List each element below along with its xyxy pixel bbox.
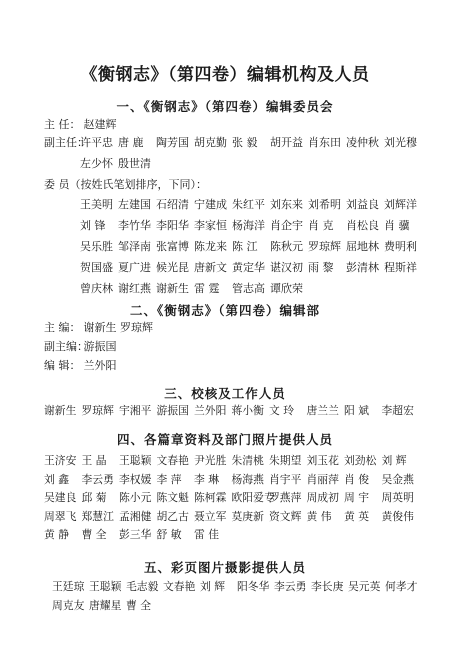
person-name: 陈柯霖 [194,491,227,504]
member-name: 刘辉洋 [384,198,417,211]
person-name: 黄 静 [44,528,70,541]
member-name: 雨 黎 [308,261,334,274]
deputy-names-line-1 [80,132,422,153]
person-name: 李 琳 [194,472,220,486]
person-name: 文春艳 [156,454,189,467]
section-1-title: 一、《衡钢志》（第四卷）编辑委员会 [116,99,334,114]
person-name: 殷世清 [118,157,151,170]
member-name: 刘益良 [346,198,379,211]
person-name: 李云勇 [274,580,307,593]
member-name: 石绍清 [156,198,189,211]
member-name: 左建国 [118,198,151,211]
members-label-row [44,178,416,192]
person-name: 黄俊伟 [381,509,414,523]
person-name: 彭三华 [119,528,152,541]
member-name: 刘 锋 [80,219,106,232]
person-name: 文 玲 [269,404,295,417]
person-name: 王聪颖 [89,580,122,593]
person-name: 阳 斌 [344,404,370,417]
members-label: 委 员（按姓氏笔划排序，下同）： [44,178,207,191]
editor-row [44,359,416,373]
person-name: 唐 鹿 [118,136,144,149]
person-name: 周克友 [52,598,85,612]
chief-label: 主 编： [44,321,81,334]
member-name: 贺国盛 [80,261,113,274]
person-name: 肖 俊 [344,472,370,486]
member-name: 肖 克 [308,219,334,232]
person-name: 刘劲松 [344,454,377,467]
document-title: 《衡钢志》（第四卷）编辑机构及人员 [80,65,370,85]
person-name: 聂立军 [194,509,227,523]
person-name: 王济安 [44,454,77,467]
person-name: 胡开益 [270,136,303,149]
person-name: 罗燕萍 [269,491,302,504]
person-name: 兰外阳 [194,404,227,417]
person-name: 胡乙古 [156,509,189,523]
person-name: 邱 菊 [81,491,107,504]
person-name: 宇湘平 [119,404,152,417]
member-name: 陈秋元 [270,240,303,253]
member-name: 黄定华 [232,261,265,274]
editor-label: 编 辑： [44,359,81,372]
person-name: 唐兰兰 [306,404,339,417]
person-name: 黄 伟 [306,509,332,523]
person-name: 曹 全 [126,598,152,612]
person-name: 欧阳爱专 [231,491,275,504]
person-name: 游振国 [156,404,189,417]
member-name: 朱红平 [232,198,265,211]
person-name: 王聪颖 [119,454,152,467]
member-name: 雷 霆 [194,282,220,295]
person-name: 周 宇 [344,491,370,504]
deputy-names-line-2 [80,153,156,174]
person-name: 罗琼辉 [81,404,114,417]
vice-label: 副主编： [44,340,88,353]
person-name: 李权媛 [119,472,152,486]
member-name: 谢新生 [156,282,189,295]
section-3-names [44,402,424,421]
person-name: 谢新生 [44,404,77,417]
person-name: 朱清桃 [231,454,264,467]
person-name: 刘 辉 [381,454,407,467]
members-grid [80,194,430,299]
person-name: 蒋小衡 [231,404,264,417]
member-name: 张富博 [156,240,189,253]
section-5-names [52,578,432,615]
person-name: 朱期望 [269,454,302,467]
person-name: 刘光穆 [384,136,417,149]
member-name: 肖 骥 [384,219,410,232]
person-name: 左少怀 [80,157,113,170]
person-name: 周成初 [306,491,339,504]
member-name: 陈 江 [232,240,258,253]
person-name: 毛志毅 [126,580,159,593]
person-name: 凌仲秋 [346,136,379,149]
person-name: 陈文魁 [156,491,189,504]
person-name: 孟湘健 [119,509,152,523]
deputy-label: 副主任： [44,136,88,149]
person-name: 阳冬华 [237,580,270,593]
section-4-title: 四、各篇章资料及部门照片提供人员 [116,432,333,447]
member-name: 刘希明 [308,198,341,211]
vice-name: 游振国 [83,340,117,353]
vice-row [44,340,416,354]
person-name: 肖宇平 [269,472,302,486]
person-name: 李长庚 [311,580,344,593]
member-name: 谢红燕 [118,282,151,295]
person-name: 陶芳国 [156,136,189,149]
chief-names: 谢新生 罗琼辉 [83,321,153,334]
person-name: 刘玉花 [306,454,339,467]
section-2-title: 二、《衡钢志》（第四卷）编辑部 [129,303,320,318]
member-name: 屈地林 [346,240,379,253]
member-name: 李阳华 [156,219,189,232]
person-name: 刘 辉 [200,580,226,593]
member-name: 程斯祥 [384,261,417,274]
member-name: 杨海洋 [232,219,265,232]
person-name: 刘 鑫 [44,472,70,486]
person-name: 文春艳 [163,580,196,593]
member-name: 宁建成 [194,198,227,211]
person-name: 王 晶 [81,454,107,467]
person-name: 资文辉 [269,509,302,523]
person-name: 郑慧江 [81,509,114,523]
person-name: 何孝才 [385,580,418,593]
member-name: 谭欣荣 [270,282,303,295]
person-name: 杨海燕 [231,472,264,486]
member-name: 王美明 [80,198,113,211]
person-name: 莫庚新 [231,509,264,523]
section-5-title: 五、彩页图片摄影提供人员 [143,560,306,575]
member-name: 李竹华 [118,219,151,232]
director-label: 主 任： [44,118,81,131]
section-4-names [44,452,424,545]
person-name: 吴金燕 [381,472,414,486]
member-name: 吴乐胜 [80,240,113,253]
person-name: 唐耀星 [89,598,122,612]
member-name: 夏广进 [118,261,151,274]
member-name: 肖企宇 [270,219,303,232]
person-name: 周翠飞 [44,509,77,523]
person-name: 张 毅 [232,136,258,149]
person-name: 周英明 [381,491,414,504]
member-name: 陈龙来 [194,240,227,253]
person-name: 雷 佳 [194,528,220,541]
person-name: 王廷琼 [52,580,85,593]
director-name: 赵建辉 [83,118,117,131]
member-name: 管志高 [232,282,265,295]
person-name: 黄 英 [344,509,370,523]
person-name: 李超宏 [381,404,414,417]
member-name: 费明利 [384,240,417,253]
member-name: 邹泽南 [118,240,151,253]
director-row [44,118,416,132]
person-name: 肖东田 [308,136,341,149]
person-name: 尹光胜 [194,454,227,467]
person-name: 肖丽萍 [306,472,339,486]
person-name: 胡克勤 [194,136,227,149]
person-name: 李 萍 [156,472,182,486]
section-3-title: 三、校核及工作人员 [164,386,286,401]
member-name: 候光昆 [156,261,189,274]
person-name: 曹 全 [81,528,107,541]
person-name: 吴元英 [348,580,381,593]
chief-row [44,321,416,335]
member-name: 曾庆林 [80,282,113,295]
member-name: 谌汉初 [270,261,303,274]
member-name: 罗琼辉 [308,240,341,253]
person-name: 许平忠 [80,136,113,149]
member-name: 肖松良 [346,219,379,232]
person-name: 吴建良 [44,491,77,504]
member-name: 彭清林 [346,261,379,274]
person-name: 舒 敏 [156,528,182,541]
member-name: 刘东来 [270,198,303,211]
person-name: 李云勇 [81,472,114,486]
editor-name: 兰外阳 [83,359,117,372]
member-name: 李家恒 [194,219,227,232]
person-name: 陈小元 [119,491,152,504]
member-name: 唐新文 [194,261,227,274]
